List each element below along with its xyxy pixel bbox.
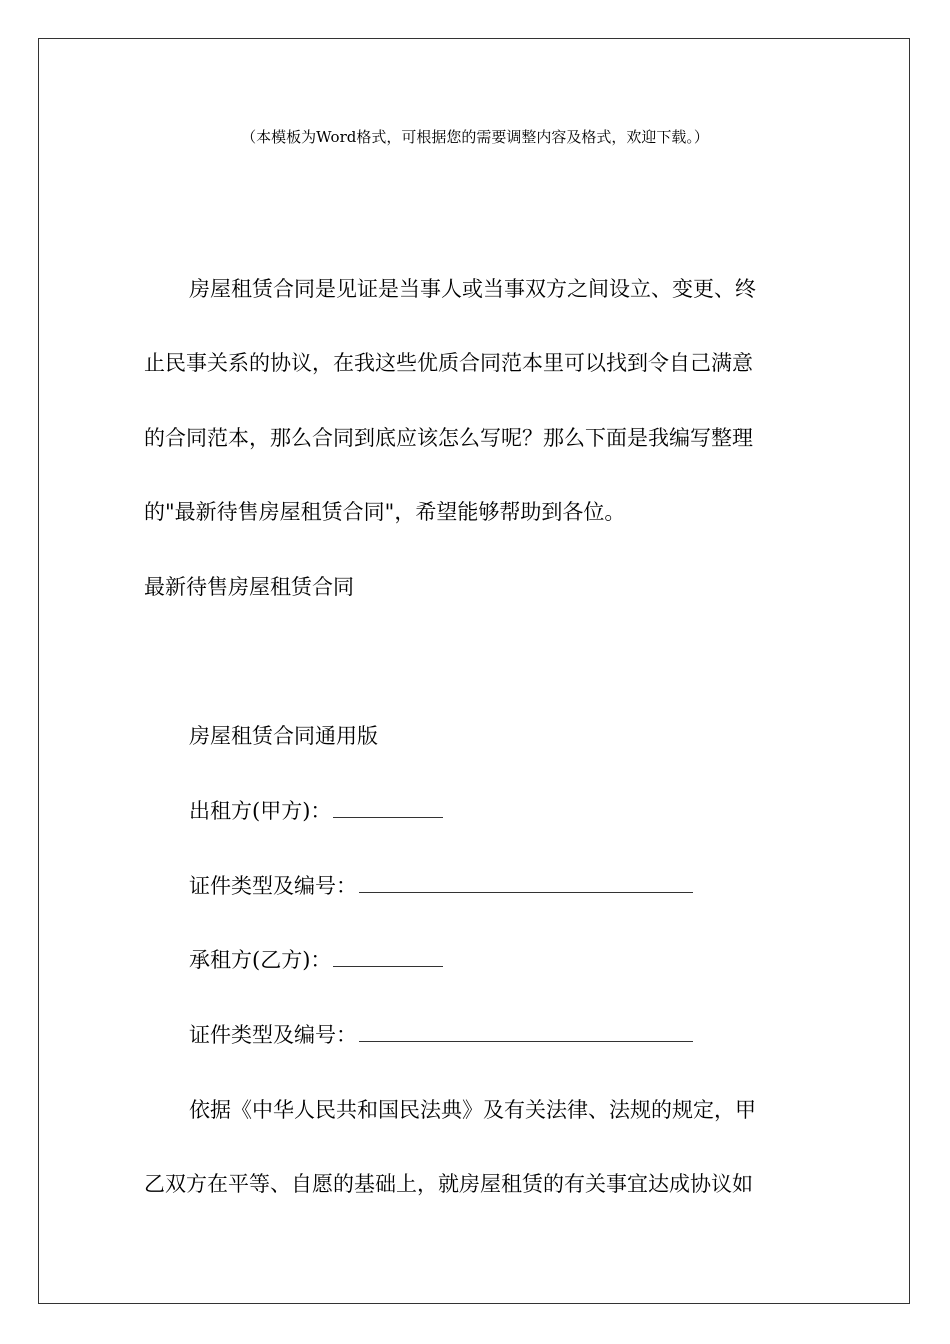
lessee-id-label: 证件类型及编号： bbox=[189, 1023, 357, 1047]
intro-line-4: 的"最新待售房屋租赁合同"，希望能够帮助到各位。 bbox=[144, 500, 626, 524]
document-heading: 最新待售房屋租赁合同 bbox=[144, 575, 354, 599]
lessor-id-field bbox=[189, 872, 693, 900]
intro-line-3: 的合同范本，那么合同到底应该怎么写呢？那么下面是我编写整理 bbox=[144, 426, 753, 450]
lessee-label: 承租方(乙方)： bbox=[189, 948, 332, 972]
contract-subheading: 房屋租赁合同通用版 bbox=[189, 724, 378, 748]
body-line-2: 乙双方在平等、自愿的基础上，就房屋租赁的有关事宜达成协议如 bbox=[144, 1172, 753, 1196]
intro-line-1: 房屋租赁合同是见证是当事人或当事双方之间设立、变更、终 bbox=[189, 277, 756, 301]
lessee-id-field bbox=[189, 1021, 693, 1049]
lessor-id-label: 证件类型及编号： bbox=[189, 874, 357, 898]
body-line-1: 依据《中华人民共和国民法典》及有关法律、法规的规定，甲 bbox=[189, 1098, 756, 1122]
lessee-id-blank[interactable] bbox=[359, 1023, 693, 1042]
lessor-blank[interactable] bbox=[333, 799, 443, 818]
lessor-label: 出租方(甲方)： bbox=[189, 799, 332, 823]
lessor-id-blank[interactable] bbox=[359, 874, 693, 893]
lessee-field bbox=[189, 946, 443, 974]
template-note: （本模板为Word格式，可根据您的需要调整内容及格式，欢迎下载。） bbox=[241, 128, 709, 146]
intro-line-2: 止民事关系的协议，在我这些优质合同范本里可以找到令自己满意 bbox=[144, 351, 753, 375]
lessor-field bbox=[189, 797, 443, 825]
lessee-blank[interactable] bbox=[333, 948, 443, 967]
